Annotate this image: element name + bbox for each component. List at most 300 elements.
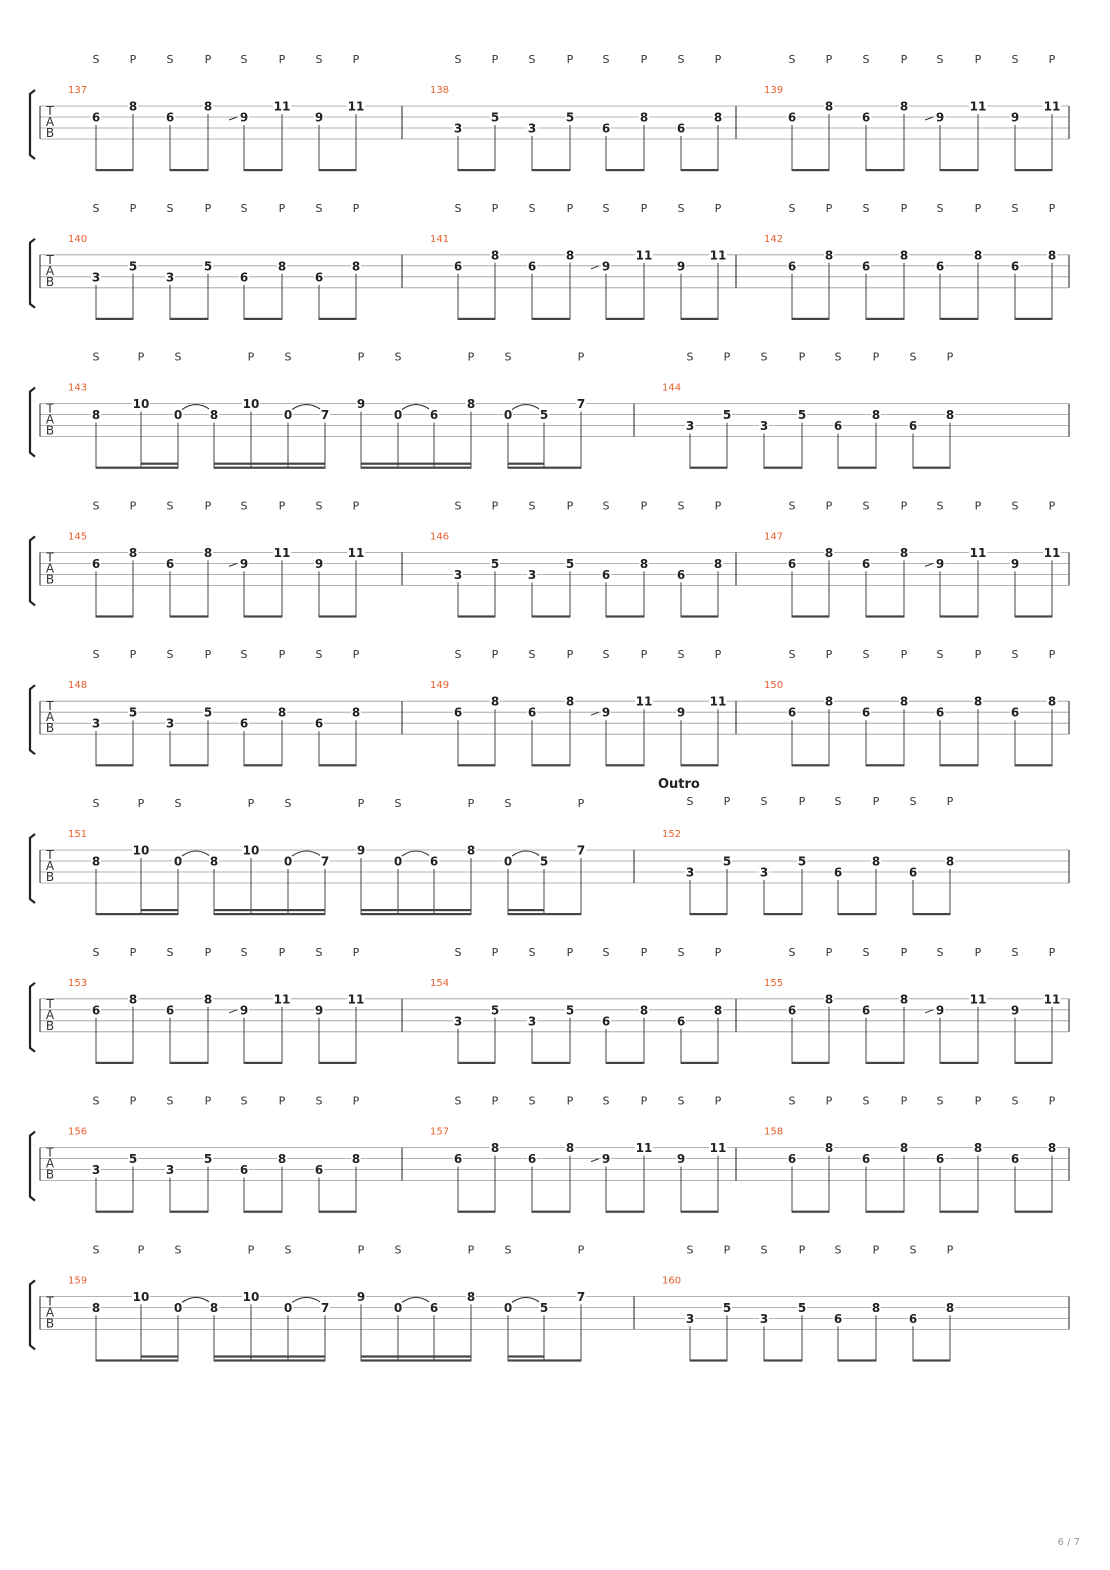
- fret-number: 8: [871, 1300, 881, 1315]
- fret-number: 3: [685, 1311, 695, 1326]
- fret-number: 6: [453, 1152, 463, 1167]
- beam: [792, 1211, 829, 1213]
- fret-number: 9: [676, 1152, 686, 1167]
- fret-number: 8: [973, 1141, 983, 1156]
- pick-annotation: S: [936, 53, 944, 66]
- slide-mark: [591, 712, 599, 715]
- pick-annotation: P: [204, 648, 212, 662]
- beam-secondary: [141, 1355, 178, 1357]
- beam: [214, 467, 325, 469]
- pick-annotation: S: [788, 499, 796, 513]
- fret-number: 6: [787, 259, 797, 274]
- beam: [244, 169, 282, 171]
- beam-secondary: [508, 1355, 544, 1357]
- beam: [792, 1062, 829, 1064]
- fret-number: 8: [824, 694, 834, 709]
- beam: [244, 318, 282, 320]
- measure-number: 143: [68, 382, 88, 394]
- pick-annotation: P: [974, 499, 982, 513]
- fret-number: 6: [314, 270, 324, 285]
- pick-annotation: P: [491, 1094, 499, 1108]
- pick-annotation: P: [900, 648, 908, 662]
- pick-annotation: P: [714, 201, 722, 215]
- fret-number: 6: [91, 1003, 101, 1018]
- beam: [913, 467, 950, 469]
- pick-annotation: P: [357, 797, 365, 810]
- fret-number: 6: [239, 716, 249, 731]
- beam: [458, 1211, 495, 1213]
- beam: [681, 169, 718, 171]
- fret-number: 8: [490, 248, 500, 263]
- fret-number: 6: [527, 259, 537, 274]
- beam: [1015, 169, 1052, 171]
- fret-number: 9: [239, 556, 249, 571]
- fret-number: 6: [908, 865, 918, 880]
- fret-number: 9: [676, 705, 686, 720]
- pick-annotation: S: [1011, 1094, 1019, 1108]
- fret-number: 10: [242, 843, 260, 858]
- pick-annotation: P: [352, 648, 360, 662]
- pick-annotation: S: [394, 797, 402, 810]
- tab-clef-letter: B: [45, 1018, 55, 1033]
- fret-number: 11: [347, 545, 365, 560]
- pick-annotation: S: [528, 201, 536, 215]
- fret-number: 11: [1043, 992, 1061, 1007]
- beam: [458, 1062, 495, 1064]
- pick-annotation: S: [1011, 499, 1019, 513]
- fret-number: 6: [861, 556, 871, 571]
- pick-annotation: P: [467, 797, 475, 810]
- beam: [606, 764, 644, 766]
- fret-number: 6: [429, 1300, 439, 1315]
- tab-clef-letter: B: [45, 274, 55, 289]
- tab-system: [30, 499, 1069, 617]
- fret-number: 6: [935, 1152, 945, 1167]
- beam: [532, 318, 570, 320]
- fret-number: 8: [203, 99, 213, 114]
- slide-mark: [925, 1010, 933, 1013]
- tab-clef-letter: A: [45, 412, 55, 427]
- pick-annotation: S: [92, 1094, 100, 1108]
- fret-number: 11: [635, 694, 653, 709]
- fret-number: 0: [503, 408, 513, 423]
- tie-arc: [292, 1297, 321, 1302]
- pick-annotation: P: [352, 201, 360, 215]
- pick-annotation: S: [1011, 201, 1019, 215]
- beam: [1015, 318, 1052, 320]
- fret-number: 8: [91, 854, 101, 869]
- pick-annotation: S: [315, 945, 323, 959]
- fret-number: 8: [490, 694, 500, 709]
- pick-annotation: P: [714, 499, 722, 513]
- fret-number: 8: [277, 705, 287, 720]
- slide-mark: [229, 117, 237, 120]
- pick-annotation: S: [240, 499, 248, 513]
- tab-clef-letter: B: [45, 1316, 55, 1331]
- pick-annotation: S: [504, 350, 512, 364]
- beam-secondary: [214, 1355, 325, 1357]
- fret-number: 8: [128, 99, 138, 114]
- system-bracket: [30, 1280, 35, 1349]
- fret-number: 11: [1043, 99, 1061, 114]
- pick-annotation: S: [528, 1094, 536, 1108]
- tab-clef-letter: T: [46, 252, 54, 267]
- fret-number: 5: [797, 1300, 807, 1315]
- tab-clef-letter: B: [45, 423, 55, 438]
- fret-number: 3: [685, 865, 695, 880]
- pick-annotation: P: [566, 1094, 574, 1108]
- pick-annotation: S: [528, 648, 536, 662]
- fret-number: 5: [797, 854, 807, 869]
- pick-annotation: P: [577, 1243, 585, 1257]
- pick-annotation: P: [714, 53, 722, 66]
- fret-number: 9: [356, 843, 366, 858]
- pick-annotation: P: [825, 201, 833, 215]
- fret-number: 10: [242, 397, 260, 412]
- fret-number: 6: [91, 110, 101, 125]
- pick-annotation: S: [284, 1243, 292, 1257]
- beam: [764, 467, 802, 469]
- fret-number: 5: [539, 854, 549, 869]
- beam: [361, 467, 471, 469]
- pick-annotation: S: [92, 499, 100, 513]
- fret-number: 6: [453, 259, 463, 274]
- beam: [214, 913, 325, 915]
- fret-number: 6: [908, 419, 918, 434]
- pick-annotation: P: [1048, 1094, 1056, 1108]
- fret-number: 8: [565, 248, 575, 263]
- pick-annotation: S: [166, 945, 174, 959]
- fret-number: 9: [1010, 110, 1020, 125]
- fret-number: 8: [824, 248, 834, 263]
- fret-number: 8: [209, 1300, 219, 1315]
- pick-annotation: P: [577, 797, 585, 810]
- beam: [792, 615, 829, 617]
- pick-annotation: S: [174, 1243, 182, 1257]
- pick-annotation: P: [900, 1094, 908, 1108]
- pick-annotation: S: [454, 53, 462, 66]
- pick-annotation: S: [677, 1094, 685, 1108]
- measure-number: 157: [430, 1126, 450, 1138]
- beam-secondary: [361, 1355, 471, 1357]
- pick-annotation: S: [92, 797, 100, 810]
- beam: [244, 1211, 282, 1213]
- pick-annotation: S: [504, 1243, 512, 1257]
- beam: [940, 1211, 978, 1213]
- pick-annotation: S: [602, 201, 610, 215]
- beam: [319, 318, 356, 320]
- system-bracket: [30, 90, 35, 159]
- beam: [361, 1359, 471, 1361]
- beam: [913, 1359, 950, 1361]
- pick-annotation: P: [467, 350, 475, 364]
- fret-number: 9: [314, 1003, 324, 1018]
- pick-annotation: S: [788, 53, 796, 66]
- pick-annotation: P: [247, 797, 255, 810]
- beam: [458, 169, 495, 171]
- fret-number: 8: [128, 992, 138, 1007]
- pick-annotation: P: [900, 53, 908, 66]
- fret-number: 9: [314, 110, 324, 125]
- fret-number: 3: [91, 270, 101, 285]
- beam: [532, 169, 570, 171]
- beam: [792, 169, 829, 171]
- pick-annotation: P: [714, 648, 722, 662]
- beam: [96, 1211, 133, 1213]
- tab-system: [30, 1095, 1069, 1213]
- pick-annotation: S: [602, 499, 610, 513]
- tab-clef-letter: B: [45, 721, 55, 736]
- fret-number: 11: [969, 545, 987, 560]
- fret-number: 8: [639, 1003, 649, 1018]
- slide-mark: [925, 117, 933, 120]
- page-number: 6 / 7: [1057, 1537, 1080, 1548]
- tab-clef-letter: T: [46, 699, 54, 714]
- pick-annotation: P: [204, 945, 212, 959]
- pick-annotation: P: [352, 53, 360, 66]
- fret-number: 7: [576, 843, 586, 858]
- pick-annotation: P: [129, 499, 137, 513]
- beam: [940, 1062, 978, 1064]
- pick-annotation: P: [974, 53, 982, 66]
- pick-annotation: S: [602, 648, 610, 662]
- fret-number: 6: [787, 705, 797, 720]
- fret-number: 5: [490, 110, 500, 125]
- pick-annotation: P: [137, 1243, 145, 1257]
- pick-annotation: P: [974, 945, 982, 959]
- beam: [866, 764, 904, 766]
- beam: [96, 467, 178, 469]
- pick-annotation: S: [454, 945, 462, 959]
- fret-number: 0: [173, 1300, 183, 1315]
- measure-number: 154: [430, 977, 450, 989]
- fret-number: 8: [713, 1003, 723, 1018]
- fret-number: 11: [709, 694, 727, 709]
- measure-number: 148: [68, 680, 88, 692]
- pick-annotation: S: [315, 53, 323, 66]
- pick-annotation: S: [862, 201, 870, 215]
- fret-number: 6: [787, 110, 797, 125]
- tab-clef-letter: B: [45, 126, 55, 140]
- pick-annotation: S: [936, 1094, 944, 1108]
- fret-number: 8: [945, 1300, 955, 1315]
- pick-annotation: P: [974, 201, 982, 215]
- fret-number: 6: [527, 1152, 537, 1167]
- tab-clef-letter: B: [45, 870, 55, 884]
- tab-clef-letter: A: [45, 710, 55, 725]
- pick-annotation: P: [467, 1243, 475, 1257]
- fret-number: 9: [935, 1003, 945, 1018]
- fret-number: 8: [973, 248, 983, 263]
- beam: [606, 169, 644, 171]
- beam: [96, 615, 133, 617]
- pick-annotation: P: [872, 795, 880, 808]
- pick-annotation: P: [566, 648, 574, 662]
- beam: [1015, 615, 1052, 617]
- pick-annotation: S: [315, 499, 323, 513]
- beam: [866, 1211, 904, 1213]
- tab-system: [30, 1243, 1069, 1361]
- fret-number: 3: [759, 419, 769, 434]
- fret-number: 11: [273, 99, 291, 114]
- beam-secondary: [361, 463, 471, 465]
- pick-annotation: P: [204, 53, 212, 66]
- fret-number: 3: [527, 1014, 537, 1029]
- fret-number: 8: [899, 545, 909, 560]
- fret-number: 3: [527, 121, 537, 136]
- beam: [940, 615, 978, 617]
- fret-number: 0: [393, 408, 403, 423]
- pick-annotation: P: [900, 499, 908, 513]
- fret-number: 5: [490, 1003, 500, 1018]
- tab-system: [30, 777, 1069, 915]
- fret-number: 8: [91, 408, 101, 423]
- fret-number: 9: [601, 259, 611, 274]
- fret-number: 6: [601, 567, 611, 582]
- beam: [1015, 764, 1052, 766]
- pick-annotation: S: [602, 945, 610, 959]
- tie-arc: [292, 851, 321, 856]
- beam: [792, 318, 829, 320]
- pick-annotation: P: [640, 945, 648, 959]
- fret-number: 8: [466, 397, 476, 412]
- system-bracket: [30, 388, 35, 457]
- pick-annotation: S: [240, 53, 248, 66]
- fret-number: 9: [676, 259, 686, 274]
- fret-number: 0: [393, 1300, 403, 1315]
- pick-annotation: S: [240, 945, 248, 959]
- beam: [681, 764, 718, 766]
- fret-number: 6: [935, 705, 945, 720]
- pick-annotation: P: [640, 648, 648, 662]
- beam: [690, 1359, 727, 1361]
- pick-annotation: S: [528, 499, 536, 513]
- fret-number: 6: [429, 854, 439, 869]
- pick-annotation: S: [677, 499, 685, 513]
- pick-annotation: S: [504, 797, 512, 810]
- beam: [940, 169, 978, 171]
- fret-number: 0: [503, 854, 513, 869]
- beam-secondary: [214, 463, 325, 465]
- pick-annotation: P: [825, 945, 833, 959]
- fret-number: 6: [453, 705, 463, 720]
- fret-number: 8: [490, 1141, 500, 1156]
- tab-clef-letter: A: [45, 561, 55, 576]
- fret-number: 7: [320, 1300, 330, 1315]
- pick-annotation: P: [491, 499, 499, 513]
- fret-number: 6: [239, 1163, 249, 1178]
- fret-number: 9: [239, 110, 249, 125]
- pick-annotation: S: [862, 53, 870, 66]
- pick-annotation: P: [872, 350, 880, 364]
- pick-annotation: S: [394, 350, 402, 364]
- fret-number: 6: [833, 865, 843, 880]
- fret-number: 6: [861, 110, 871, 125]
- beam: [866, 615, 904, 617]
- tab-clef-letter: A: [45, 859, 55, 873]
- pick-annotation: S: [315, 1094, 323, 1108]
- tie-arc: [512, 851, 540, 856]
- pick-annotation: P: [825, 53, 833, 66]
- fret-number: 8: [899, 992, 909, 1007]
- pick-annotation: P: [714, 945, 722, 959]
- pick-annotation: S: [760, 1243, 768, 1257]
- fret-number: 6: [833, 419, 843, 434]
- pick-annotation: S: [92, 648, 100, 662]
- pick-annotation: P: [825, 648, 833, 662]
- beam: [96, 1359, 178, 1361]
- fret-number: 6: [676, 567, 686, 582]
- beam: [866, 169, 904, 171]
- pick-annotation: S: [936, 499, 944, 513]
- beam: [170, 169, 208, 171]
- pick-annotation: S: [92, 53, 100, 66]
- beam: [170, 764, 208, 766]
- beam: [1015, 1211, 1052, 1213]
- fret-number: 6: [314, 1163, 324, 1178]
- fret-number: 6: [1010, 1152, 1020, 1167]
- measure-number: 151: [68, 829, 88, 840]
- pick-annotation: P: [491, 201, 499, 215]
- pick-annotation: P: [566, 499, 574, 513]
- beam: [838, 467, 876, 469]
- tie-arc: [402, 851, 430, 856]
- fret-number: 11: [273, 992, 291, 1007]
- beam: [170, 318, 208, 320]
- pick-annotation: P: [491, 945, 499, 959]
- fret-number: 5: [565, 1003, 575, 1018]
- fret-number: 8: [466, 1289, 476, 1304]
- fret-number: 11: [969, 99, 987, 114]
- fret-number: 8: [824, 1141, 834, 1156]
- beam: [319, 764, 356, 766]
- pick-annotation: S: [909, 795, 917, 808]
- pick-annotation: S: [677, 53, 685, 66]
- pick-annotation: P: [723, 350, 731, 364]
- beam: [214, 1359, 325, 1361]
- fret-number: 8: [203, 545, 213, 560]
- beam: [690, 467, 727, 469]
- beam-secondary: [361, 909, 471, 911]
- tab-clef-letter: T: [46, 848, 54, 862]
- measure-number: 159: [68, 1275, 88, 1287]
- fret-number: 8: [565, 694, 575, 709]
- fret-number: 8: [277, 1152, 287, 1167]
- fret-number: 8: [899, 1141, 909, 1156]
- pick-annotation: S: [92, 201, 100, 215]
- pick-annotation: S: [92, 945, 100, 959]
- fret-number: 0: [173, 854, 183, 869]
- beam: [170, 1211, 208, 1213]
- fret-number: 5: [722, 854, 732, 869]
- fret-number: 9: [314, 556, 324, 571]
- pick-annotation: S: [284, 797, 292, 810]
- pick-annotation: S: [166, 499, 174, 513]
- beam: [458, 764, 495, 766]
- beam: [532, 764, 570, 766]
- beam: [681, 318, 718, 320]
- fret-number: 3: [685, 419, 695, 434]
- pick-annotation: P: [825, 499, 833, 513]
- pick-annotation: P: [723, 795, 731, 808]
- pick-annotation: S: [166, 201, 174, 215]
- beam: [532, 1211, 570, 1213]
- pick-annotation: P: [798, 1243, 806, 1257]
- fret-number: 10: [132, 843, 150, 858]
- beam: [681, 1211, 718, 1213]
- pick-annotation: S: [315, 201, 323, 215]
- beam: [508, 1359, 581, 1361]
